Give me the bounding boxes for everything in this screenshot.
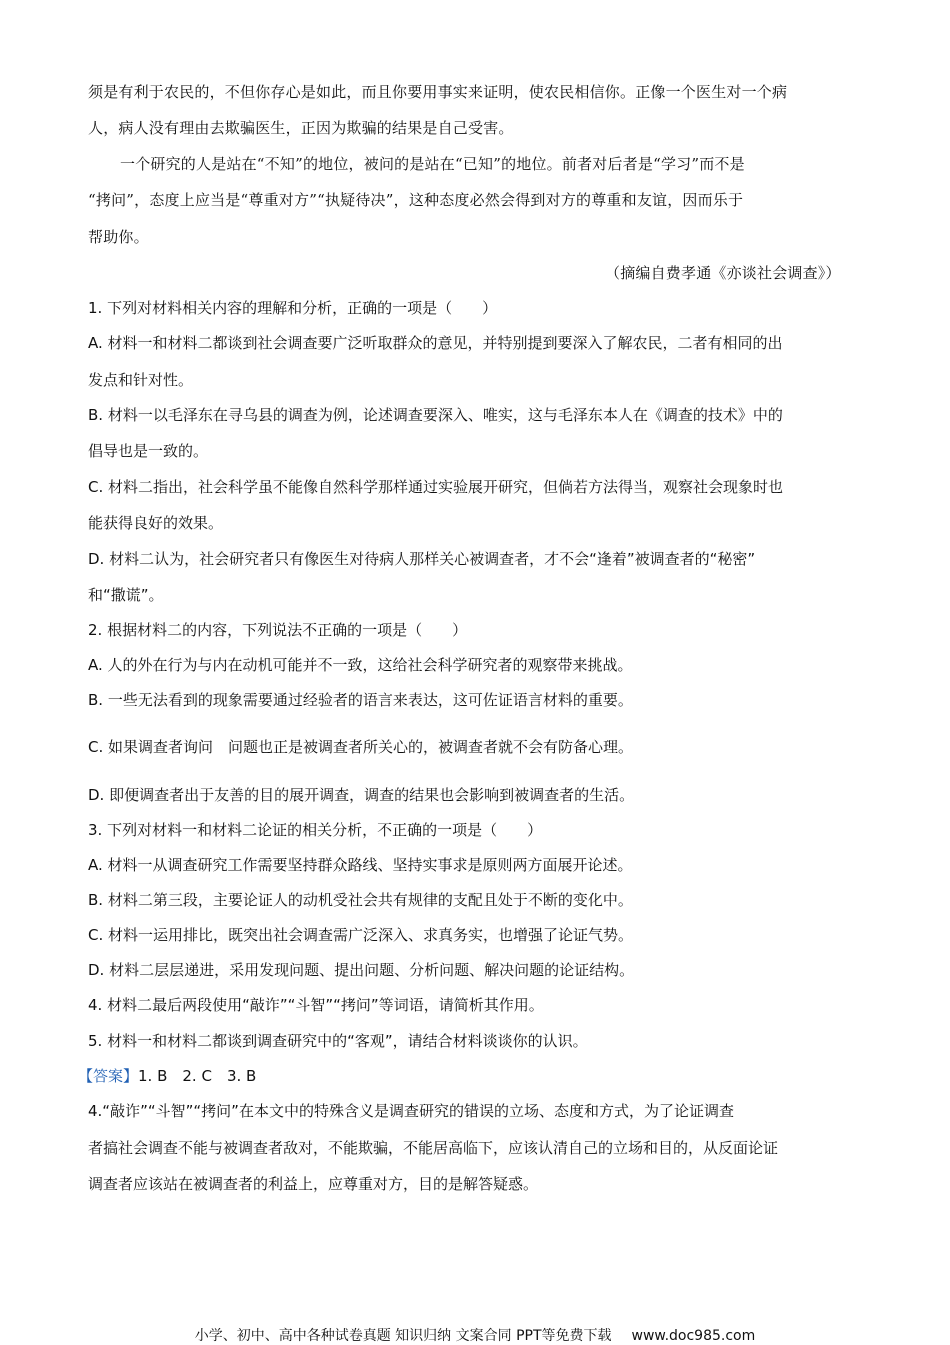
q2-option-c: C. 如果调查者询问 问题也正是被调查者所关心的，被调查者就不会有防备心理。	[88, 738, 634, 756]
q3-option-d: D. 材料二层层递进，采用发现问题、提出问题、分析问题、解决问题的论证结构。	[88, 961, 635, 979]
q3-option-c: C. 材料一运用排比，既突出社会调查需广泛深入、求真务实，也增强了论证气势。	[88, 926, 634, 944]
q2-option-b: B. 一些无法看到的现象需要通过经验者的语言来表达，这可佐证语言材料的重要。	[88, 691, 633, 709]
answer-line	[78, 1066, 256, 1086]
passage-line: 一个研究的人是站在“不知”的地位，被问的是站在“已知”的地位。前者对后者是“学习”而不是	[120, 155, 745, 173]
passage-line: 帮助你。	[88, 228, 149, 246]
q1-option-c-cont: 能获得良好的效果。	[88, 514, 224, 532]
q2-option-a: A. 人的外在行为与内在动机可能并不一致，这给社会科学研究者的观察带来挑战。	[88, 656, 633, 674]
q3-stem: 3. 下列对材料一和材料二论证的相关分析，不正确的一项是（ ）	[88, 821, 543, 839]
answer-mc: 1. B 2. C 3. B	[138, 1067, 257, 1085]
answer-q4-line: 调查者应该站在被调查者的利益上，应尊重对方，目的是解答疑惑。	[88, 1175, 539, 1193]
q1-option-a-cont: 发点和针对性。	[88, 371, 194, 389]
answer-q4-line: 者搞社会调查不能与被调查者敌对，不能欺骗，不能居高临下，应该认清自己的立场和目的，从反面论证	[88, 1139, 779, 1157]
answer-tag: 【答案】	[78, 1067, 139, 1085]
footer-url[interactable]: www.doc985.com	[631, 1328, 756, 1344]
q2-stem: 2. 根据材料二的内容，下列说法不正确的一项是（ ）	[88, 621, 468, 639]
page-footer	[0, 1325, 950, 1345]
passage-source: （摘编自费孝通《亦谈社会调查》）	[605, 264, 841, 282]
footer-text: 小学、初中、高中各种试卷真题 知识归纳 文案合同 PPT等免费下载	[194, 1328, 612, 1344]
answer-q4-line: 4.“敲诈”“斗智”“拷问”在本文中的特殊含义是调查研究的错误的立场、态度和方式，为了论证调查	[88, 1102, 734, 1120]
q1-option-c: C. 材料二指出，社会科学虽不能像自然科学那样通过实验展开研究，但倘若方法得当，观察社会现象时也	[88, 478, 784, 496]
passage-line: “拷问”，态度上应当是“尊重对方”“执疑待决”，这种态度必然会得到对方的尊重和友谊，因而乐于	[88, 191, 744, 209]
q3-option-a: A. 材料一从调查研究工作需要坚持群众路线、坚持实事求是原则两方面展开论述。	[88, 856, 633, 874]
q1-option-b-cont: 倡导也是一致的。	[88, 442, 209, 460]
q1-option-a: A. 材料一和材料二都谈到社会调查要广泛听取群众的意见，并特别提到要深入了解农民，二者有相同的出	[88, 334, 783, 352]
q1-option-d: D. 材料二认为，社会研究者只有像医生对待病人那样关心被调查者，才不会“逢着”被调查者的“秘密”	[88, 550, 756, 568]
q1-stem: 1. 下列对材料相关内容的理解和分析，正确的一项是（ ）	[88, 299, 498, 317]
q2-option-d: D. 即便调查者出于友善的目的展开调查，调查的结果也会影响到被调查者的生活。	[88, 786, 635, 804]
q3-option-b: B. 材料二第三段，主要论证人的动机受社会共有规律的支配且处于不断的变化中。	[88, 891, 633, 909]
q1-option-d-cont: 和“撒谎”。	[88, 586, 164, 604]
q4-stem: 4. 材料二最后两段使用“敲诈”“斗智”“拷问”等词语，请简析其作用。	[88, 996, 544, 1014]
passage-line: 须是有利于农民的，不但你存心是如此，而且你要用事实来证明，使农民相信你。正像一个医生对一个病	[88, 83, 788, 101]
q1-option-b: B. 材料一以毛泽东在寻乌县的调查为例，论述调查要深入、唯实，这与毛泽东本人在《调查的技术》中的	[88, 406, 783, 424]
q5-stem: 5. 材料一和材料二都谈到调查研究中的“客观”，请结合材料谈谈你的认识。	[88, 1032, 588, 1050]
passage-line: 人，病人没有理由去欺骗医生，正因为欺骗的结果是自己受害。	[88, 119, 514, 137]
